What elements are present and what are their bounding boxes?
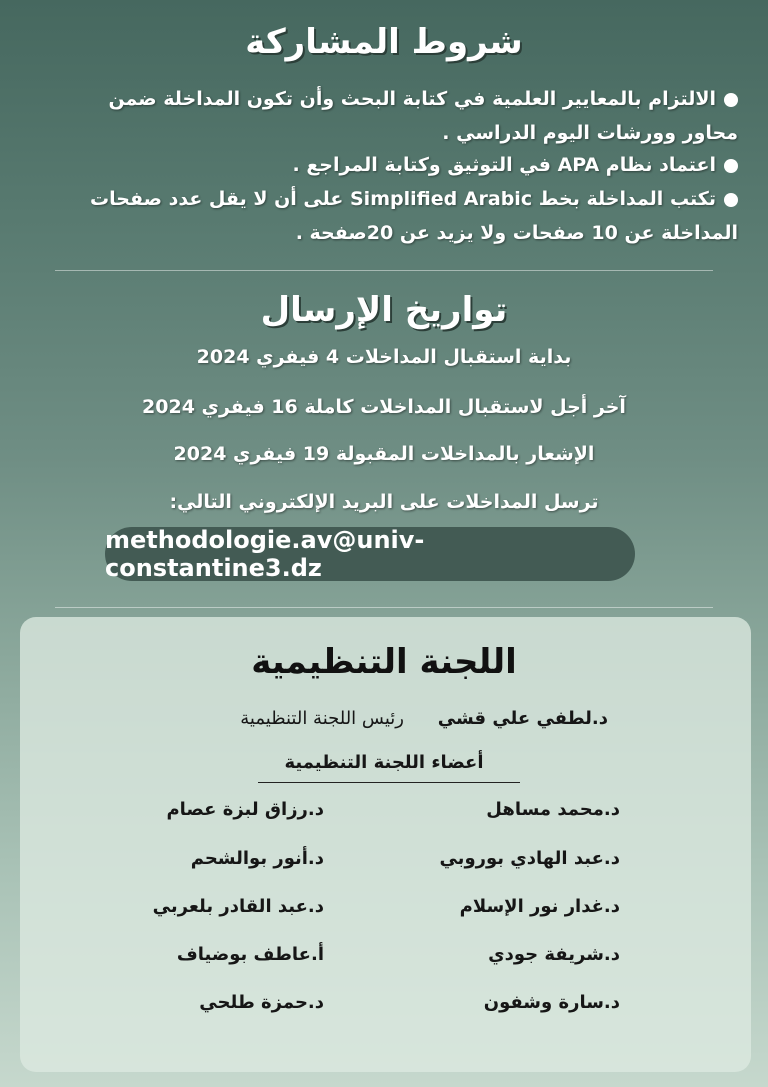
- email-instruction: ترسل المداخلات على البريد الإلكتروني التالي:: [169, 491, 599, 513]
- president-name: د.لطفي علي قشي: [437, 708, 608, 729]
- committee-title: اللجنة التنظيمية: [251, 642, 517, 682]
- date-line-deadline: آخر أجل لاستقبال المداخلات كاملة 16 فيفري 2024: [142, 396, 626, 418]
- date-line-start: بداية استقبال المداخلات 4 فيفري 2024: [196, 346, 572, 368]
- committee-panel: [20, 617, 751, 1072]
- date-line-notification: الإشعار بالمداخلات المقبولة 19 فيفري 2024: [173, 443, 595, 465]
- member-left-4: أ.عاطف بوضياف: [176, 944, 324, 965]
- member-left-2: د.أنور بوالشحم: [190, 848, 324, 869]
- member-right-2: د.عبد الهادي بوروبي: [439, 848, 620, 869]
- email-address[interactable]: methodologie.av@univ-constantine3.dz: [105, 527, 635, 581]
- member-left-1: د.رزاق لبزة عصام: [166, 799, 324, 820]
- member-right-1: د.محمد مساهل: [486, 799, 620, 820]
- members-heading-underline: [258, 782, 520, 783]
- bullet-icon: [724, 93, 738, 107]
- dates-title: تواريخ الإرسال: [260, 290, 508, 330]
- condition-item-1: الالتزام بالمعايير العلمية في كتابة البحث وأن تكون المداخلة ضمن محاور وورشات اليوم الدراسي .: [108, 88, 738, 144]
- member-left-5: د.حمزة طلحي: [199, 992, 324, 1013]
- participation-title: شروط المشاركة: [245, 22, 523, 62]
- member-left-3: د.عبد القادر بلعربي: [152, 896, 324, 917]
- member-right-3: د.غدار نور الإسلام: [459, 896, 620, 917]
- bullet-icon: [724, 193, 738, 207]
- section-divider: [55, 607, 713, 608]
- condition-item-3: تكتب المداخلة بخط Simplified Arabic على أن لا يقل عدد صفحات المداخلة عن 10 صفحات ولا يزيد عن 20صفحة .: [90, 188, 738, 244]
- bullet-icon: [724, 159, 738, 173]
- condition-item-2: اعتماد نظام APA في التوثيق وكتابة المراجع .: [48, 148, 738, 182]
- president-role: رئيس اللجنة التنظيمية: [240, 708, 404, 729]
- members-heading: أعضاء اللجنة التنظيمية: [284, 752, 484, 773]
- member-right-5: د.سارة وشفون: [483, 992, 620, 1013]
- member-right-4: د.شريفة جودي: [488, 944, 620, 965]
- section-divider: [55, 270, 713, 271]
